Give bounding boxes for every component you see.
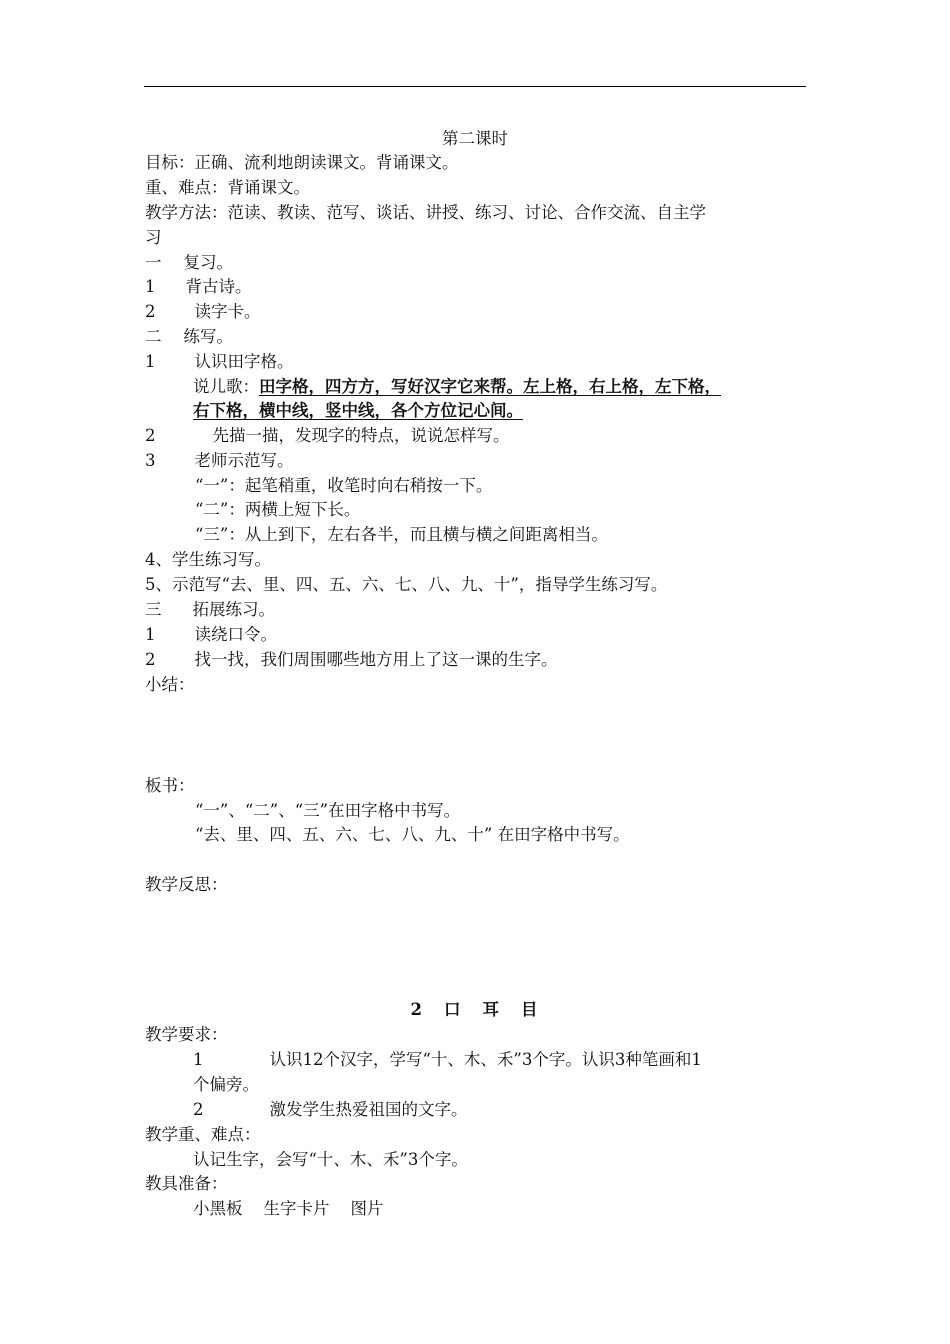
item-text: 找一找，我们周围哪些地方用上了这一课的生字。 — [194, 650, 558, 669]
heading-char-2: 耳 — [482, 1000, 501, 1019]
focus-line: 重、难点：背诵课文。 — [145, 178, 310, 197]
section-text: 复习。 — [183, 253, 233, 272]
requirement-2 — [193, 1098, 468, 1122]
board-line-1: “一”、“二”、“三”在田字格中书写。 — [195, 801, 461, 820]
writing-item-3 — [145, 449, 294, 473]
heading-char-1: 口 — [443, 1000, 463, 1019]
lesson-title: 第二课时 — [442, 129, 508, 148]
review-item-1 — [145, 275, 252, 299]
section-text: 练写。 — [183, 327, 233, 346]
item-number: 3 — [145, 451, 156, 470]
item-text: 读绕口令。 — [194, 625, 277, 644]
section-number: 三 — [145, 600, 162, 619]
method-line-2: 习 — [145, 228, 162, 247]
tools-label: 教具准备： — [145, 1174, 228, 1193]
goal-line: 目标：正确、流利地朗读课文。背诵课文。 — [145, 153, 459, 172]
requirement-1-line-2: 个偏旁。 — [193, 1075, 259, 1094]
method-line-1: 教学方法：范读、教读、范写、谈话、讲授、练习、讨论、合作交流、自主学 — [145, 203, 706, 222]
lesson-number: 2 — [410, 1000, 424, 1019]
key-points-label: 教学重、难点： — [145, 1125, 261, 1144]
item-text: 激发学生热爱祖国的文字。 — [269, 1100, 468, 1119]
board-label: 板书： — [145, 776, 195, 795]
item-number: 1 — [145, 352, 156, 371]
item-text: 读字卡。 — [194, 302, 261, 321]
summary-label: 小结： — [145, 675, 195, 694]
stroke-note-3: “三”：从上到下，左右各半，而且横与横之间距离相当。 — [195, 525, 608, 544]
rhyme-line-2: 右下格，横中线，竖中线，各个方位记心间。 — [193, 401, 523, 420]
item-number: 2 — [145, 426, 156, 445]
stroke-note-2: “二”：两横上短下长。 — [195, 500, 361, 519]
item-number: 1 — [193, 1050, 204, 1069]
section-review — [145, 251, 233, 275]
heading-char-3: 目 — [520, 1000, 540, 1019]
item-number: 2 — [145, 650, 156, 669]
item-number: 1 — [145, 277, 156, 296]
writing-item-2 — [145, 424, 510, 448]
board-line-2: “去、里、四、五、六、七、八、九、十” 在田字格中书写。 — [195, 825, 630, 844]
requirement-1-line-1 — [193, 1048, 702, 1072]
item-text: 认识田字格。 — [194, 352, 294, 371]
header-rule — [144, 86, 806, 87]
rhyme-line-1 — [193, 375, 721, 399]
review-item-2 — [145, 300, 261, 324]
writing-item-5: 5、示范写“去、里、四、五、六、七、八、九、十”，指导学生练习写。 — [145, 575, 668, 594]
item-number: 2 — [193, 1100, 204, 1119]
lesson-heading — [0, 998, 950, 1022]
section-writing — [145, 325, 233, 349]
stroke-note-1: “一”：起笔稍重，收笔时向右稍按一下。 — [195, 476, 493, 495]
rhyme-label: 说儿歌： — [193, 377, 259, 396]
section-text: 拓展练习。 — [192, 600, 275, 619]
item-text: 先描一描，发现字的特点，说说怎样写。 — [212, 426, 510, 445]
rhyme-text: 田字格，四方方，写好汉字它来帮。左上格，右上格，左下格， — [259, 377, 721, 396]
section-number: 一 — [145, 253, 162, 272]
requirements-label: 教学要求： — [145, 1025, 228, 1044]
item-text: 老师示范写。 — [194, 451, 294, 470]
extension-item-2 — [145, 648, 558, 672]
writing-item-4: 4、学生练习写。 — [145, 550, 271, 569]
section-number: 二 — [145, 327, 162, 346]
key-points-text: 认记生字，会写“十、木、禾”3个字。 — [193, 1150, 468, 1169]
section-extension — [145, 598, 275, 622]
reflection-label: 教学反思： — [145, 875, 228, 894]
writing-item-1 — [145, 350, 294, 374]
item-text: 认识12个汉字，学写“十、木、禾”3个字。认识3种笔画和1 — [269, 1050, 702, 1069]
extension-item-1 — [145, 623, 277, 647]
item-number: 1 — [145, 625, 156, 644]
item-number: 2 — [145, 302, 156, 321]
item-text: 背古诗。 — [185, 277, 252, 296]
tools-text: 小黑板 生字卡片 图片 — [193, 1199, 384, 1218]
